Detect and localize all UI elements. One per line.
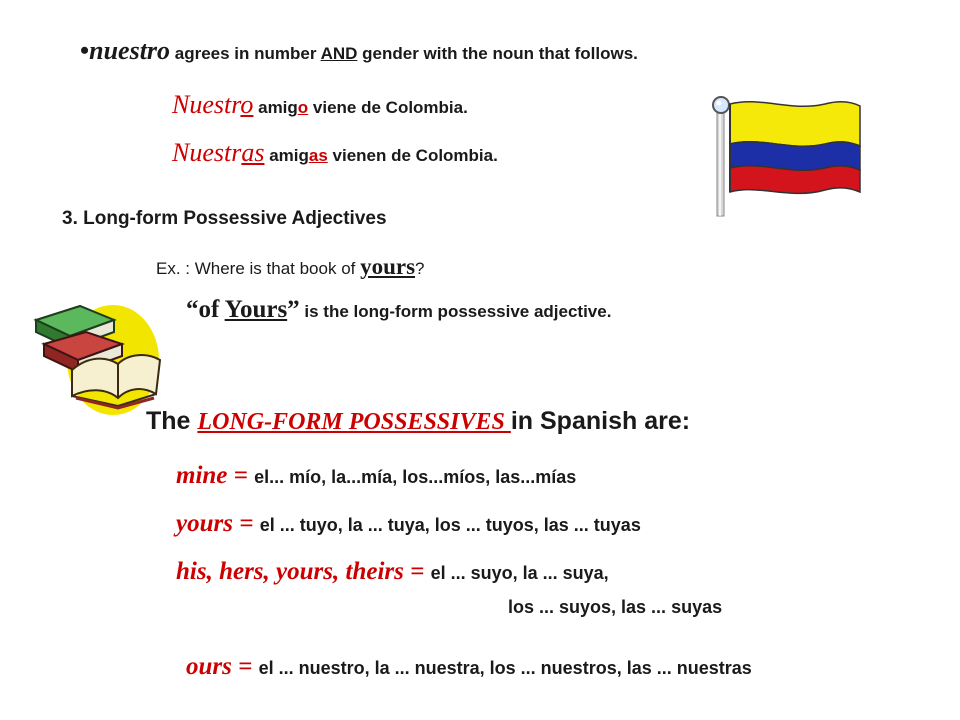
of-yours-rest: is the long-form possessive adjective. (299, 302, 612, 321)
intro-and: AND (320, 44, 358, 63)
example2-d: as (308, 146, 328, 165)
books-icon (28, 290, 168, 420)
example1-c: amig (253, 98, 298, 117)
mine-label: mine = (176, 462, 255, 489)
heading-post: in Spanish are: (510, 407, 691, 435)
yours-forms: el ... tuyo, la ... tuya, los ... tuyos, las ... tuyas (259, 515, 641, 535)
his-label: his, hers, yours, theirs = (176, 558, 431, 585)
example2-a: Nuestr (172, 138, 242, 167)
example-question (156, 254, 425, 280)
his-forms-line2: los ... suyos, las ... suyas (508, 597, 723, 617)
ex-prefix: Ex. : Where is that book of (156, 259, 361, 278)
possessive-his (176, 558, 609, 586)
of-yours-q1: “of (186, 296, 225, 323)
colombia-flag-icon (700, 88, 880, 218)
ours-forms: el ... nuestro, la ... nuestra, los ... nuestros, las ... nuestras (258, 658, 752, 678)
example-sentence-1 (172, 90, 468, 120)
bullet: • (80, 36, 90, 65)
example2-c: amig (264, 146, 309, 165)
example2-b: as (241, 138, 265, 167)
example1-e: viene de Colombia. (308, 98, 468, 117)
yours-label: yours = (176, 510, 260, 537)
intro-text1: agrees in number (170, 44, 321, 63)
possessive-mine (176, 462, 576, 490)
intro-text2: gender with the noun that follows. (357, 44, 638, 63)
intro-line (80, 36, 638, 66)
example1-d: o (297, 98, 309, 117)
ex-word: yours (360, 254, 416, 279)
long-form-heading (146, 407, 690, 436)
section-heading: 3. Long-form Possessive Adjectives (62, 208, 387, 229)
example-sentence-2 (172, 138, 498, 168)
of-yours-line (186, 296, 611, 324)
example1-b: o (240, 90, 254, 119)
possessive-ours (186, 653, 752, 681)
ours-label: ours = (186, 653, 259, 680)
example1-a: Nuestr (172, 90, 241, 119)
possessive-yours (176, 510, 641, 538)
example2-e: vienen de Colombia. (327, 146, 498, 165)
of-yours-q2: ” (287, 296, 300, 323)
heading-mid: LONG-FORM POSSESSIVES (197, 409, 511, 435)
his-forms: el ... suyo, la ... suya, (430, 563, 609, 583)
ex-suffix: ? (415, 259, 425, 278)
intro-word: nuestro (89, 36, 171, 65)
mine-forms: el... mío, la...mía, los...míos, las...mías (254, 467, 577, 487)
of-yours-word: Yours (224, 296, 288, 323)
heading-pre: The (146, 407, 198, 435)
